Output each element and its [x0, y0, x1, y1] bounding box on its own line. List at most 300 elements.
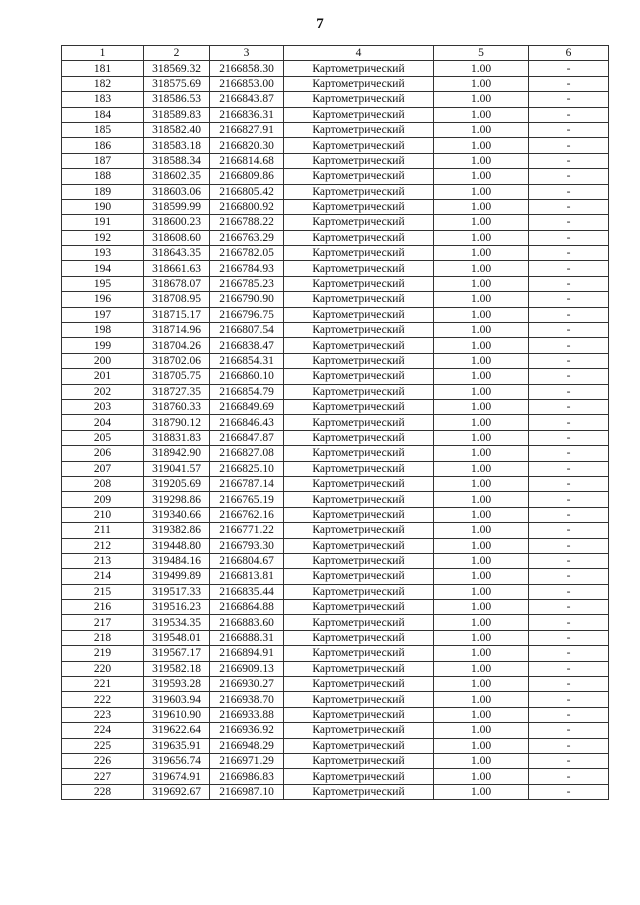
table-row: [62, 492, 609, 507]
accuracy-cell: 1.00: [434, 461, 529, 476]
point-number-cell: 222: [62, 692, 144, 707]
method-cell: Картометрический: [284, 353, 434, 368]
table-row: [62, 61, 609, 76]
y-coordinate-cell: 2166827.91: [210, 122, 284, 137]
accuracy-cell: 1.00: [434, 430, 529, 445]
note-cell: -: [529, 353, 609, 368]
method-cell: Картометрический: [284, 492, 434, 507]
point-number-cell: 208: [62, 476, 144, 491]
note-cell: -: [529, 476, 609, 491]
method-cell: Картометрический: [284, 784, 434, 799]
method-cell: Картометрический: [284, 692, 434, 707]
y-coordinate-cell: 2166883.60: [210, 615, 284, 630]
x-coordinate-cell: 319603.94: [144, 692, 210, 707]
column-header: 6: [529, 46, 609, 61]
x-coordinate-cell: 318727.35: [144, 384, 210, 399]
table-row: [62, 538, 609, 553]
point-number-cell: 204: [62, 415, 144, 430]
table-row: [62, 307, 609, 322]
note-cell: -: [529, 76, 609, 91]
x-coordinate-cell: 319484.16: [144, 553, 210, 568]
page-number: 7: [316, 16, 324, 32]
x-coordinate-cell: 318661.63: [144, 261, 210, 276]
method-cell: Картометрический: [284, 677, 434, 692]
y-coordinate-cell: 2166888.31: [210, 630, 284, 645]
accuracy-cell: 1.00: [434, 569, 529, 584]
x-coordinate-cell: 319517.33: [144, 584, 210, 599]
point-number-cell: 223: [62, 707, 144, 722]
table-row: [62, 600, 609, 615]
point-number-cell: 214: [62, 569, 144, 584]
note-cell: -: [529, 276, 609, 291]
point-number-cell: 183: [62, 92, 144, 107]
note-cell: -: [529, 415, 609, 430]
point-number-cell: 202: [62, 384, 144, 399]
note-cell: -: [529, 538, 609, 553]
x-coordinate-cell: 318831.83: [144, 430, 210, 445]
y-coordinate-cell: 2166771.22: [210, 523, 284, 538]
table-header-row: [62, 46, 609, 61]
accuracy-cell: 1.00: [434, 338, 529, 353]
x-coordinate-cell: 319448.80: [144, 538, 210, 553]
table-row: [62, 399, 609, 414]
point-number-cell: 227: [62, 769, 144, 784]
method-cell: Картометрический: [284, 769, 434, 784]
x-coordinate-cell: 318600.23: [144, 215, 210, 230]
y-coordinate-cell: 2166809.86: [210, 169, 284, 184]
x-coordinate-cell: 318575.69: [144, 76, 210, 91]
y-coordinate-cell: 2166860.10: [210, 369, 284, 384]
accuracy-cell: 1.00: [434, 153, 529, 168]
method-cell: Картометрический: [284, 476, 434, 491]
point-number-cell: 218: [62, 630, 144, 645]
point-number-cell: 207: [62, 461, 144, 476]
note-cell: -: [529, 584, 609, 599]
y-coordinate-cell: 2166814.68: [210, 153, 284, 168]
table-row: [62, 353, 609, 368]
method-cell: Картометрический: [284, 661, 434, 676]
method-cell: Картометрический: [284, 76, 434, 91]
point-number-cell: 186: [62, 138, 144, 153]
x-coordinate-cell: 319674.91: [144, 769, 210, 784]
method-cell: Картометрический: [284, 384, 434, 399]
x-coordinate-cell: 318599.99: [144, 199, 210, 214]
method-cell: Картометрический: [284, 261, 434, 276]
accuracy-cell: 1.00: [434, 476, 529, 491]
point-number-cell: 188: [62, 169, 144, 184]
point-number-cell: 216: [62, 600, 144, 615]
table-row: [62, 769, 609, 784]
accuracy-cell: 1.00: [434, 784, 529, 799]
method-cell: Картометрический: [284, 138, 434, 153]
table-row: [62, 184, 609, 199]
y-coordinate-cell: 2166805.42: [210, 184, 284, 199]
point-number-cell: 200: [62, 353, 144, 368]
point-number-cell: 211: [62, 523, 144, 538]
y-coordinate-cell: 2166804.67: [210, 553, 284, 568]
note-cell: -: [529, 723, 609, 738]
note-cell: -: [529, 122, 609, 137]
method-cell: Картометрический: [284, 246, 434, 261]
point-number-cell: 190: [62, 199, 144, 214]
note-cell: -: [529, 692, 609, 707]
column-header: 1: [62, 46, 144, 61]
method-cell: Картометрический: [284, 415, 434, 430]
point-number-cell: 213: [62, 553, 144, 568]
note-cell: -: [529, 646, 609, 661]
note-cell: -: [529, 784, 609, 799]
y-coordinate-cell: 2166930.27: [210, 677, 284, 692]
method-cell: Картометрический: [284, 276, 434, 291]
accuracy-cell: 1.00: [434, 307, 529, 322]
table-row: [62, 292, 609, 307]
point-number-cell: 217: [62, 615, 144, 630]
accuracy-cell: 1.00: [434, 261, 529, 276]
accuracy-cell: 1.00: [434, 353, 529, 368]
y-coordinate-cell: 2166784.93: [210, 261, 284, 276]
y-coordinate-cell: 2166846.43: [210, 415, 284, 430]
x-coordinate-cell: 319610.90: [144, 707, 210, 722]
point-number-cell: 194: [62, 261, 144, 276]
x-coordinate-cell: 318608.60: [144, 230, 210, 245]
y-coordinate-cell: 2166909.13: [210, 661, 284, 676]
x-coordinate-cell: 318790.12: [144, 415, 210, 430]
y-coordinate-cell: 2166788.22: [210, 215, 284, 230]
note-cell: -: [529, 230, 609, 245]
method-cell: Картометрический: [284, 707, 434, 722]
x-coordinate-cell: 318602.35: [144, 169, 210, 184]
accuracy-cell: 1.00: [434, 276, 529, 291]
table-row: [62, 707, 609, 722]
method-cell: Картометрический: [284, 723, 434, 738]
y-coordinate-cell: 2166796.75: [210, 307, 284, 322]
note-cell: -: [529, 61, 609, 76]
note-cell: -: [529, 246, 609, 261]
table-row: [62, 507, 609, 522]
method-cell: Картометрический: [284, 446, 434, 461]
x-coordinate-cell: 318715.17: [144, 307, 210, 322]
table-row: [62, 415, 609, 430]
table-row: [62, 723, 609, 738]
point-number-cell: 210: [62, 507, 144, 522]
accuracy-cell: 1.00: [434, 630, 529, 645]
x-coordinate-cell: 318643.35: [144, 246, 210, 261]
point-number-cell: 228: [62, 784, 144, 799]
point-number-cell: 193: [62, 246, 144, 261]
note-cell: -: [529, 153, 609, 168]
accuracy-cell: 1.00: [434, 753, 529, 768]
point-number-cell: 221: [62, 677, 144, 692]
method-cell: Картометрический: [284, 553, 434, 568]
accuracy-cell: 1.00: [434, 138, 529, 153]
note-cell: -: [529, 615, 609, 630]
method-cell: Картометрический: [284, 199, 434, 214]
method-cell: Картометрический: [284, 538, 434, 553]
x-coordinate-cell: 319205.69: [144, 476, 210, 491]
y-coordinate-cell: 2166790.90: [210, 292, 284, 307]
note-cell: -: [529, 107, 609, 122]
method-cell: Картометрический: [284, 646, 434, 661]
x-coordinate-cell: 318705.75: [144, 369, 210, 384]
point-number-cell: 219: [62, 646, 144, 661]
x-coordinate-cell: 318588.34: [144, 153, 210, 168]
y-coordinate-cell: 2166853.00: [210, 76, 284, 91]
point-number-cell: 226: [62, 753, 144, 768]
table-row: [62, 153, 609, 168]
note-cell: -: [529, 169, 609, 184]
accuracy-cell: 1.00: [434, 723, 529, 738]
y-coordinate-cell: 2166936.92: [210, 723, 284, 738]
note-cell: -: [529, 569, 609, 584]
point-number-cell: 205: [62, 430, 144, 445]
point-number-cell: 195: [62, 276, 144, 291]
method-cell: Картометрический: [284, 523, 434, 538]
x-coordinate-cell: 318704.26: [144, 338, 210, 353]
point-number-cell: 215: [62, 584, 144, 599]
point-number-cell: 212: [62, 538, 144, 553]
y-coordinate-cell: 2166825.10: [210, 461, 284, 476]
y-coordinate-cell: 2166986.83: [210, 769, 284, 784]
accuracy-cell: 1.00: [434, 61, 529, 76]
table-row: [62, 323, 609, 338]
y-coordinate-cell: 2166854.79: [210, 384, 284, 399]
accuracy-cell: 1.00: [434, 399, 529, 414]
method-cell: Картометрический: [284, 738, 434, 753]
note-cell: -: [529, 430, 609, 445]
point-number-cell: 220: [62, 661, 144, 676]
note-cell: -: [529, 661, 609, 676]
y-coordinate-cell: 2166838.47: [210, 338, 284, 353]
x-coordinate-cell: 319635.91: [144, 738, 210, 753]
coordinates-table: [61, 45, 609, 800]
y-coordinate-cell: 2166843.87: [210, 92, 284, 107]
point-number-cell: 191: [62, 215, 144, 230]
method-cell: Картометрический: [284, 753, 434, 768]
point-number-cell: 199: [62, 338, 144, 353]
table-row: [62, 122, 609, 137]
accuracy-cell: 1.00: [434, 661, 529, 676]
x-coordinate-cell: 318760.33: [144, 399, 210, 414]
note-cell: -: [529, 707, 609, 722]
method-cell: Картометрический: [284, 230, 434, 245]
note-cell: -: [529, 553, 609, 568]
point-number-cell: 184: [62, 107, 144, 122]
accuracy-cell: 1.00: [434, 738, 529, 753]
note-cell: -: [529, 446, 609, 461]
note-cell: -: [529, 292, 609, 307]
note-cell: -: [529, 600, 609, 615]
x-coordinate-cell: 318678.07: [144, 276, 210, 291]
table-row: [62, 569, 609, 584]
note-cell: -: [529, 215, 609, 230]
table-row: [62, 199, 609, 214]
y-coordinate-cell: 2166813.81: [210, 569, 284, 584]
table-row: [62, 276, 609, 291]
column-header: 4: [284, 46, 434, 61]
note-cell: -: [529, 138, 609, 153]
table-row: [62, 76, 609, 91]
accuracy-cell: 1.00: [434, 76, 529, 91]
note-cell: -: [529, 461, 609, 476]
method-cell: Картометрический: [284, 430, 434, 445]
y-coordinate-cell: 2166854.31: [210, 353, 284, 368]
point-number-cell: 206: [62, 446, 144, 461]
table-row: [62, 215, 609, 230]
x-coordinate-cell: 319548.01: [144, 630, 210, 645]
accuracy-cell: 1.00: [434, 199, 529, 214]
x-coordinate-cell: 318603.06: [144, 184, 210, 199]
method-cell: Картометрический: [284, 307, 434, 322]
x-coordinate-cell: 318586.53: [144, 92, 210, 107]
note-cell: -: [529, 199, 609, 214]
method-cell: Картометрический: [284, 323, 434, 338]
x-coordinate-cell: 319622.64: [144, 723, 210, 738]
method-cell: Картометрический: [284, 461, 434, 476]
x-coordinate-cell: 319382.86: [144, 523, 210, 538]
table-row: [62, 338, 609, 353]
y-coordinate-cell: 2166785.23: [210, 276, 284, 291]
x-coordinate-cell: 319340.66: [144, 507, 210, 522]
accuracy-cell: 1.00: [434, 523, 529, 538]
x-coordinate-cell: 318942.90: [144, 446, 210, 461]
note-cell: -: [529, 630, 609, 645]
point-number-cell: 192: [62, 230, 144, 245]
note-cell: -: [529, 323, 609, 338]
point-number-cell: 185: [62, 122, 144, 137]
table-row: [62, 738, 609, 753]
method-cell: Картометрический: [284, 399, 434, 414]
y-coordinate-cell: 2166948.29: [210, 738, 284, 753]
table-row: [62, 523, 609, 538]
accuracy-cell: 1.00: [434, 538, 529, 553]
accuracy-cell: 1.00: [434, 584, 529, 599]
x-coordinate-cell: 319516.23: [144, 600, 210, 615]
method-cell: Картометрический: [284, 92, 434, 107]
note-cell: -: [529, 769, 609, 784]
point-number-cell: 225: [62, 738, 144, 753]
accuracy-cell: 1.00: [434, 615, 529, 630]
accuracy-cell: 1.00: [434, 553, 529, 568]
x-coordinate-cell: 318702.06: [144, 353, 210, 368]
table-row: [62, 107, 609, 122]
accuracy-cell: 1.00: [434, 677, 529, 692]
y-coordinate-cell: 2166849.69: [210, 399, 284, 414]
note-cell: -: [529, 261, 609, 276]
method-cell: Картометрический: [284, 61, 434, 76]
table-row: [62, 461, 609, 476]
y-coordinate-cell: 2166787.14: [210, 476, 284, 491]
point-number-cell: 187: [62, 153, 144, 168]
accuracy-cell: 1.00: [434, 446, 529, 461]
x-coordinate-cell: 319567.17: [144, 646, 210, 661]
accuracy-cell: 1.00: [434, 692, 529, 707]
x-coordinate-cell: 318583.18: [144, 138, 210, 153]
method-cell: Картометрический: [284, 630, 434, 645]
accuracy-cell: 1.00: [434, 507, 529, 522]
method-cell: Картометрический: [284, 369, 434, 384]
y-coordinate-cell: 2166847.87: [210, 430, 284, 445]
y-coordinate-cell: 2166807.54: [210, 323, 284, 338]
accuracy-cell: 1.00: [434, 646, 529, 661]
accuracy-cell: 1.00: [434, 184, 529, 199]
y-coordinate-cell: 2166938.70: [210, 692, 284, 707]
y-coordinate-cell: 2166987.10: [210, 784, 284, 799]
point-number-cell: 224: [62, 723, 144, 738]
x-coordinate-cell: 319582.18: [144, 661, 210, 676]
accuracy-cell: 1.00: [434, 107, 529, 122]
point-number-cell: 181: [62, 61, 144, 76]
table-row: [62, 784, 609, 799]
y-coordinate-cell: 2166858.30: [210, 61, 284, 76]
table-row: [62, 446, 609, 461]
accuracy-cell: 1.00: [434, 384, 529, 399]
accuracy-cell: 1.00: [434, 369, 529, 384]
y-coordinate-cell: 2166793.30: [210, 538, 284, 553]
y-coordinate-cell: 2166765.19: [210, 492, 284, 507]
x-coordinate-cell: 319692.67: [144, 784, 210, 799]
y-coordinate-cell: 2166820.30: [210, 138, 284, 153]
point-number-cell: 197: [62, 307, 144, 322]
table-row: [62, 476, 609, 491]
method-cell: Картометрический: [284, 584, 434, 599]
accuracy-cell: 1.00: [434, 492, 529, 507]
table-row: [62, 630, 609, 645]
method-cell: Картометрический: [284, 122, 434, 137]
table-row: [62, 230, 609, 245]
note-cell: -: [529, 507, 609, 522]
x-coordinate-cell: 319656.74: [144, 753, 210, 768]
table-row: [62, 753, 609, 768]
accuracy-cell: 1.00: [434, 769, 529, 784]
accuracy-cell: 1.00: [434, 169, 529, 184]
point-number-cell: 189: [62, 184, 144, 199]
table-row: [62, 261, 609, 276]
column-header: 3: [210, 46, 284, 61]
table-body: [62, 61, 609, 800]
accuracy-cell: 1.00: [434, 707, 529, 722]
point-number-cell: 182: [62, 76, 144, 91]
column-header: 5: [434, 46, 529, 61]
table-row: [62, 430, 609, 445]
table-row: [62, 677, 609, 692]
table-row: [62, 384, 609, 399]
method-cell: Картометрический: [284, 184, 434, 199]
column-header: 2: [144, 46, 210, 61]
table-row: [62, 553, 609, 568]
accuracy-cell: 1.00: [434, 230, 529, 245]
y-coordinate-cell: 2166782.05: [210, 246, 284, 261]
y-coordinate-cell: 2166933.88: [210, 707, 284, 722]
method-cell: Картометрический: [284, 169, 434, 184]
method-cell: Картометрический: [284, 615, 434, 630]
note-cell: -: [529, 338, 609, 353]
point-number-cell: 201: [62, 369, 144, 384]
note-cell: -: [529, 492, 609, 507]
y-coordinate-cell: 2166827.08: [210, 446, 284, 461]
method-cell: Картометрический: [284, 107, 434, 122]
accuracy-cell: 1.00: [434, 323, 529, 338]
method-cell: Картометрический: [284, 153, 434, 168]
x-coordinate-cell: 318708.95: [144, 292, 210, 307]
table-row: [62, 615, 609, 630]
x-coordinate-cell: 319041.57: [144, 461, 210, 476]
note-cell: -: [529, 677, 609, 692]
x-coordinate-cell: 319593.28: [144, 677, 210, 692]
point-number-cell: 198: [62, 323, 144, 338]
x-coordinate-cell: 318582.40: [144, 122, 210, 137]
accuracy-cell: 1.00: [434, 92, 529, 107]
note-cell: -: [529, 523, 609, 538]
